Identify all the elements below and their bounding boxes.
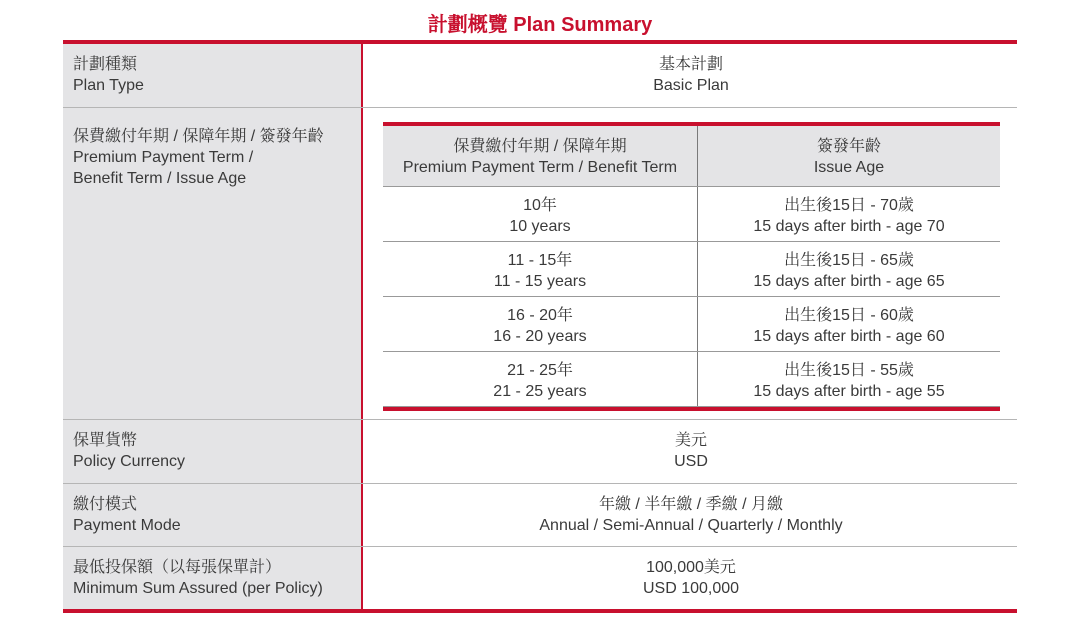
label-en: Policy Currency <box>73 453 186 470</box>
row-label <box>63 547 363 609</box>
header-en: Premium Payment Term / Benefit Term <box>402 159 678 176</box>
term-en: 16 - 20 years <box>493 328 587 345</box>
payment-mode-row <box>63 484 1017 547</box>
header-cell-age <box>698 126 1000 186</box>
age-zh: 出生後15日 - 55歲 <box>784 362 914 379</box>
age-en: 15 days after birth - age 65 <box>753 273 945 290</box>
row-value <box>365 420 1017 483</box>
label-en: Benefit Term / Issue Age <box>73 170 247 187</box>
minimum-sum-assured-row <box>63 547 1017 609</box>
table-row <box>383 352 1000 407</box>
age-cell <box>698 352 1000 406</box>
age-en: 15 days after birth - age 60 <box>753 328 945 345</box>
age-zh: 出生後15日 - 70歲 <box>784 197 914 214</box>
row-label <box>63 44 363 107</box>
term-zh: 11 - 15年 <box>507 252 573 269</box>
plan-type-row <box>63 44 1017 108</box>
label-en: Minimum Sum Assured (per Policy) <box>73 580 323 597</box>
value-en: USD <box>674 453 708 470</box>
terms-subtable <box>383 122 1000 411</box>
value-en: USD 100,000 <box>642 580 740 597</box>
label-zh: 計劃種類 <box>73 56 138 73</box>
label-en: Plan Type <box>73 77 144 94</box>
table-row <box>383 187 1000 242</box>
header-zh: 保費繳付年期 / 保障年期 <box>453 138 627 155</box>
term-cell <box>383 297 698 351</box>
value-en: Annual / Semi-Annual / Quarterly / Monthly <box>539 517 843 534</box>
label-zh: 繳付模式 <box>73 496 138 513</box>
term-en: 11 - 15 years <box>493 273 587 290</box>
policy-currency-row <box>63 420 1017 484</box>
age-en: 15 days after birth - age 55 <box>753 383 945 400</box>
label-zh: 保費繳付年期 / 保障年期 / 簽發年齡 <box>73 128 324 145</box>
label-zh: 保單貨幣 <box>73 432 138 449</box>
value-zh: 100,000美元 <box>646 559 736 576</box>
term-cell <box>383 242 698 296</box>
label-en: Premium Payment Term / <box>73 149 254 166</box>
age-zh: 出生後15日 - 65歲 <box>784 252 914 269</box>
value-zh: 年繳 / 半年繳 / 季繳 / 月繳 <box>598 496 783 513</box>
term-en: 21 - 25 years <box>493 383 587 400</box>
age-cell <box>698 297 1000 351</box>
page-title: 計劃概覽 Plan Summary <box>427 14 653 36</box>
row-label <box>63 420 363 483</box>
header-cell-term <box>383 126 698 186</box>
value-zh: 基本計劃 <box>658 56 723 73</box>
label-en: Payment Mode <box>73 517 181 534</box>
term-zh: 10年 <box>523 197 557 214</box>
row-value <box>365 44 1017 107</box>
term-zh: 21 - 25年 <box>507 362 573 379</box>
age-cell <box>698 242 1000 296</box>
subtable-header <box>383 126 1000 187</box>
table-row <box>383 242 1000 297</box>
age-cell <box>698 187 1000 241</box>
row-value <box>365 484 1017 546</box>
term-zh: 16 - 20年 <box>507 307 573 324</box>
age-en: 15 days after birth - age 70 <box>753 218 945 235</box>
term-cell <box>383 352 698 406</box>
table-row <box>383 297 1000 352</box>
row-value <box>365 547 1017 609</box>
term-en: 10 years <box>509 218 571 235</box>
header-zh: 簽發年齡 <box>816 138 881 155</box>
value-en: Basic Plan <box>653 77 729 94</box>
term-cell <box>383 187 698 241</box>
header-en: Issue Age <box>813 159 885 176</box>
table-bottom-rule <box>63 609 1017 613</box>
subtable-bottom-rule <box>383 407 1000 411</box>
value-zh: 美元 <box>674 432 707 449</box>
row-label <box>63 484 363 546</box>
age-zh: 出生後15日 - 60歲 <box>784 307 914 324</box>
label-zh: 最低投保額（以每張保單計） <box>73 559 282 576</box>
row-label <box>63 108 363 419</box>
